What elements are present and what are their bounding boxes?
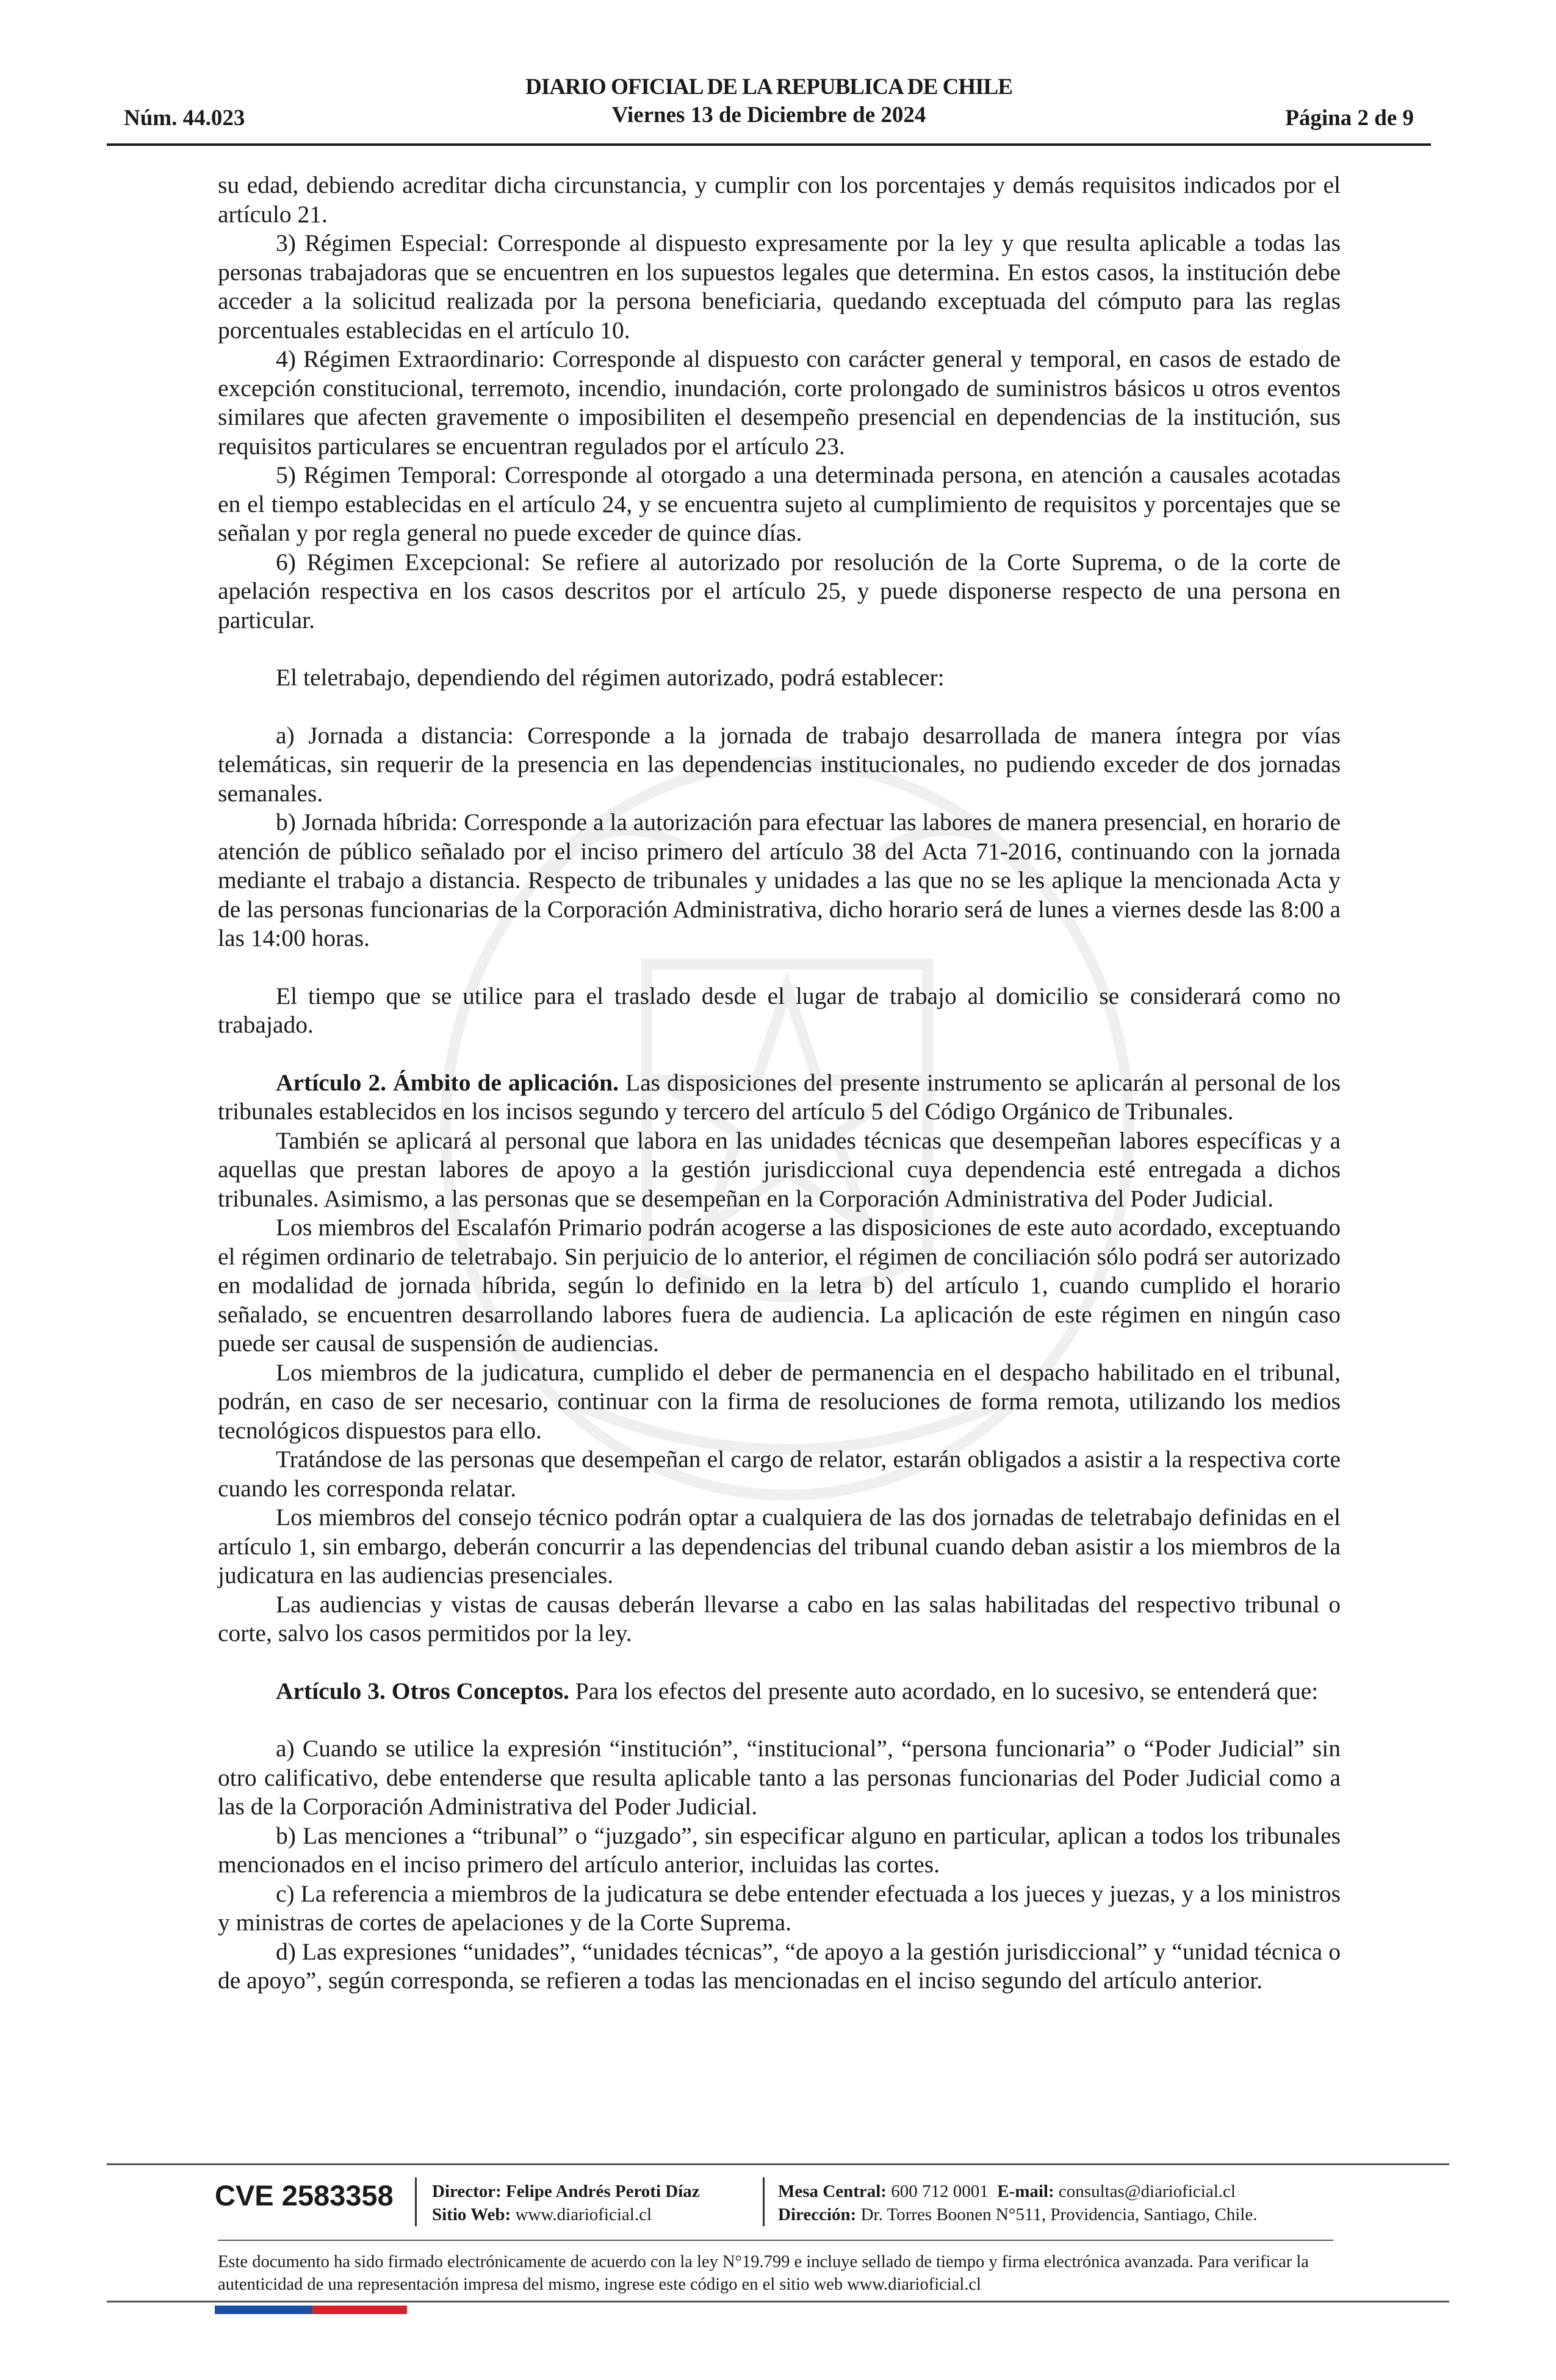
cve-code: CVE 2583358 — [215, 2179, 394, 2212]
paragraph: 6) Régimen Excepcional: Se refiere al autorizado por resolución de la Corte Suprema, o de la corte de apelación respectiva en los casos descritos por el artículo 25, y puede disponerse respecto de una persona en particular. — [218, 548, 1341, 633]
paragraph: d) Las expresiones “unidades”, “unidades técnicas”, “de apoyo a la gestión jurisdiccional” y “unidad técnica o de apoyo”, según corresponda, se refieren a todas las mencionadas en el inciso segundo del artículo anterior. — [218, 1938, 1341, 1994]
paragraph: Los miembros del consejo técnico podrán optar a cualquiera de las dos jornadas de teletrabajo definidas en el artículo 1, sin embargo, deberán concurrir a las dependencias del tribunal cuando deban asistir a los miembros de la judicatura en las audiencias presenciales. — [218, 1504, 1341, 1588]
article-2-text: Las disposiciones del presente instrumento se aplicarán al personal de los tribunales establecidos en los incisos segundo y tercero del artículo 5 del Código Orgánico de Tribunales. — [218, 1069, 1341, 1125]
paragraph: b) Las menciones a “tribunal” o “juzgado”, sin especificar alguno en particular, aplican a todos los tribunales mencionados en el inciso primero del artículo anterior, incluidas las cortes. — [218, 1822, 1341, 1878]
director-label: Director: — [432, 2182, 502, 2201]
paragraph: El tiempo que se utilice para el traslado desde el lugar de trabajo al domicilio se considerará como no trabajado. — [218, 982, 1341, 1038]
footer-contact-block — [778, 2180, 1257, 2226]
paragraph: a) Jornada a distancia: Corresponde a la jornada de trabajo desarrollada de manera íntegra por vías telemáticas, sin requerir de la presencia en las dependencias institucionales, no pudiendo exceder de dos jornadas semanales. — [218, 721, 1341, 807]
address-value: Dr. Torres Boonen N°511, Providencia, Santiago, Chile. — [860, 2205, 1258, 2224]
paragraph: 4) Régimen Extraordinario: Corresponde al dispuesto con carácter general y temporal, en casos de estado de excepción constitucional, terremoto, incendio, inundación, corte prolongado de suministros básicos u otros eventos similares que afecten gravemente o imposibiliten el desempeño presencial en dependencias de la institución, sus requisitos particulares se encuentran regulados por el artículo 23. — [218, 345, 1341, 460]
page-header — [107, 73, 1431, 146]
article-2 — [218, 1069, 1341, 1127]
website-link[interactable]: www.diarioficial.cl — [515, 2205, 652, 2224]
footer-separator — [415, 2177, 417, 2226]
publication-title: DIARIO OFICIAL DE LA REPUBLICA DE CHILE — [525, 74, 1012, 99]
paragraph: Los miembros del Escalafón Primario podrán acogerse a las disposiciones de este auto acordado, exceptuando el régimen ordinario de teletrabajo. Sin perjuicio de lo anterior, el régimen de conciliación sólo podrá ser autorizado en modalidad de jornada híbrida, según lo definido en la letra b) del artículo 1, cuando cumplido el horario señalado, se encuentren desarrollando labores fuera de audiencia. La aplicación de este régimen en ningún caso puede ser causal de suspensión de audiencias. — [218, 1214, 1341, 1357]
article-3 — [218, 1677, 1341, 1706]
paragraph: a) Cuando se utilice la expresión “institución”, “institucional”, “persona funcionaria” o “Poder Judicial” sin otro calificativo, debe entenderse que resulta aplicable tanto a las personas funcionarias del Poder Judicial como a las de la Corporación Administrativa del Poder Judicial. — [218, 1735, 1341, 1820]
footer-separator — [763, 2177, 765, 2226]
email-label: E-mail: — [997, 2182, 1054, 2201]
footer-director-block — [432, 2180, 700, 2226]
paragraph: Las audiencias y vistas de causas deberán llevarse a cabo en las salas habilitadas del respectivo tribunal o corte, salvo los casos permitidos por la ley. — [218, 1590, 1341, 1646]
page-number: Página 2 de 9 — [1285, 106, 1414, 131]
email-link[interactable]: consultas@diarioficial.cl — [1058, 2182, 1236, 2201]
director-name: Felipe Andrés Peroti Díaz — [506, 2182, 700, 2201]
article-2-heading: Artículo 2. Ámbito de aplicación. — [276, 1069, 619, 1096]
footer-divider-bottom — [107, 2301, 1449, 2302]
footer-divider-top — [107, 2163, 1449, 2165]
article-3-text: Para los efectos del presente auto acordado, en lo sucesivo, se entenderá que: — [569, 1677, 1319, 1704]
paragraph: El teletrabajo, dependiendo del régimen autorizado, podrá establecer: — [276, 664, 945, 691]
address-label: Dirección: — [778, 2205, 857, 2224]
header-center — [107, 73, 1431, 129]
paragraph: 5) Régimen Temporal: Corresponde al otorgado a una determinada persona, en atención a causales acotadas en el tiempo establecidas en el artículo 24, y se encuentra sujeto al cumplimiento de requisitos y porcentajes que se señalan y por regla general no puede exceder de quince días. — [218, 461, 1341, 546]
flag-stripe-blue — [215, 2306, 312, 2314]
website-label: Sitio Web: — [432, 2205, 511, 2224]
paragraph: su edad, debiendo acreditar dicha circunstancia, y cumplir con los porcentajes y demás requisitos indicados por el artículo 21. — [218, 171, 1341, 228]
phone-value: 600 712 0001 — [891, 2182, 989, 2201]
article-3-heading: Artículo 3. Otros Conceptos. — [276, 1677, 569, 1704]
publication-date: Viernes 13 de Diciembre de 2024 — [611, 103, 926, 128]
paragraph: b) Jornada híbrida: Corresponde a la autorización para efectuar las labores de manera presencial, en horario de atención de público señalado por el inciso primero del artículo 38 del Acta 71-2016, continuando con la jornada mediante el trabajo a distancia. Respecto de tribunales y unidades a las que no se les aplique la mencionada Acta y de las personas funcionarias de la Corporación Administrativa, dicho horario será de lunes a viernes desde las 8:00 a las 14:00 horas. — [218, 809, 1341, 951]
footer-divider-middle — [218, 2240, 1333, 2241]
document-body — [218, 171, 1341, 1996]
issue-number: Núm. 44.023 — [124, 106, 245, 131]
phone-label: Mesa Central: — [778, 2182, 887, 2201]
legal-notice: Este documento ha sido firmado electrónicamente de acuerdo con la ley N°19.799 e incluye sellado de tiempo y firma electrónica avanzada. Para verificar la autenticidad de una representación impresa del mismo, ingrese este código en el sitio web www.diarioficial.cl — [218, 2252, 1309, 2294]
paragraph: Los miembros de la judicatura, cumplido el deber de permanencia en el despacho habilitado en el tribunal, podrán, en caso de ser necesario, continuar con la firma de resoluciones de forma remota, utilizando los medios tecnológicos dispuestos para ello. — [218, 1358, 1341, 1444]
flag-stripe-red — [312, 2306, 407, 2314]
paragraph: c) La referencia a miembros de la judicatura se debe entender efectuada a los jueces y juezas, y a los ministros y ministras de cortes de apelaciones y de la Corte Suprema. — [218, 1880, 1341, 1936]
paragraph: Tratándose de las personas que desempeñan el cargo de relator, estarán obligados a asistir a la respectiva corte cuando les corresponda relatar. — [218, 1446, 1341, 1502]
paragraph: 3) Régimen Especial: Corresponde al dispuesto expresamente por la ley y que resulta aplicable a todas las personas trabajadoras que se encuentren en los supuestos legales que determina. En estos casos, la institución debe acceder a la solicitud realizada por la persona beneficiaria, quedando exceptuada del cómputo para las reglas porcentuales establecidas en el artículo 10. — [218, 229, 1341, 344]
paragraph: También se aplicará al personal que labora en las unidades técnicas que desempeñan labores específicas y a aquellas que prestan labores de apoyo a la gestión jurisdiccional cuya dependencia esté entregada a dichos tribunales. Asimismo, a las personas que se desempeñan en la Corporación Administrativa del Poder Judicial. — [218, 1127, 1341, 1212]
